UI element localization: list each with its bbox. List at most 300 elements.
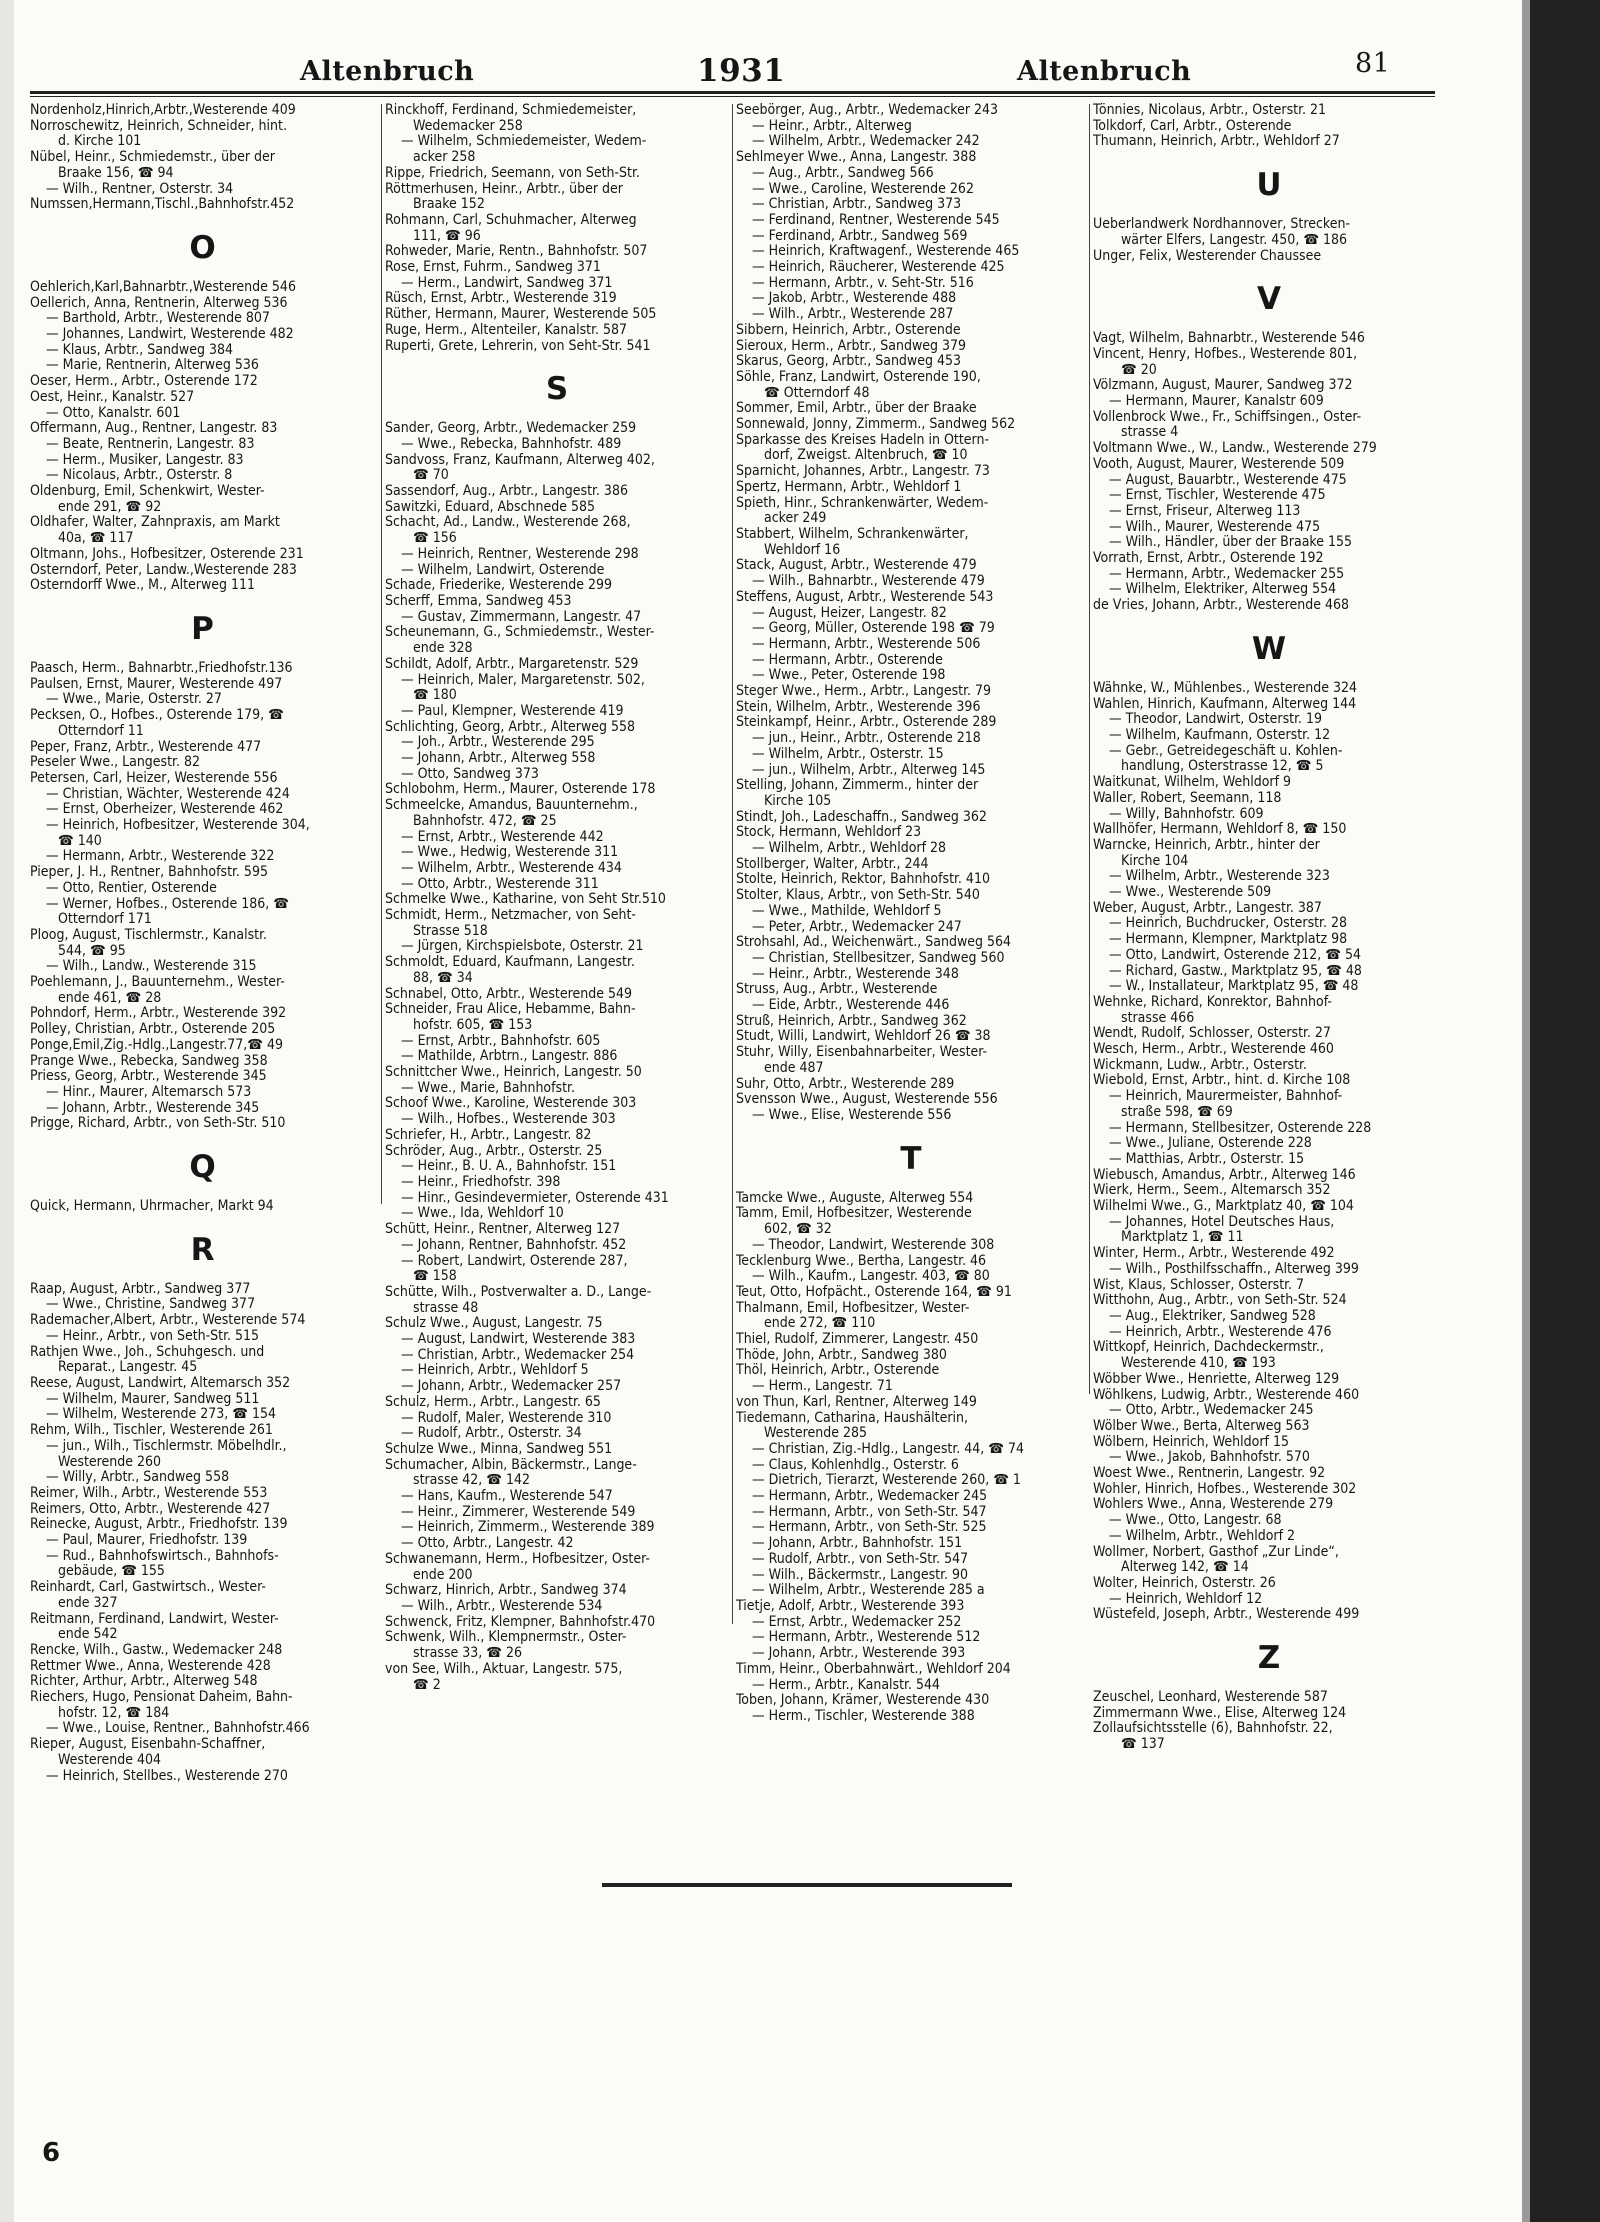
directory-entry: — Otto, Sandweg 373 — [401, 766, 539, 782]
running-head-right: Altenbruch — [1017, 56, 1192, 87]
directory-entry: Westerende 285 — [764, 1426, 868, 1442]
directory-entry: Stelling, Johann, Zimmerm., hinter der — [736, 778, 979, 794]
directory-entry: Reitmann, Ferdinand, Landwirt, Wester- — [30, 1611, 279, 1627]
directory-entry: — Ernst, Friseur, Alterweg 113 — [1109, 503, 1301, 519]
directory-entry: — Wilh., Händler, über der Braake 155 — [1109, 535, 1352, 551]
directory-entry: strasse 4 — [1121, 425, 1179, 441]
directory-entry: — Johann, Arbtr., Westerende 393 — [752, 1646, 966, 1662]
directory-entry: — Christian, Stellbesitzer, Sandweg 560 — [752, 950, 1005, 966]
directory-entry: — Heinrich, Buchdrucker, Osterstr. 28 — [1109, 916, 1347, 932]
directory-entry: — Heinr., Friedhofstr. 398 — [401, 1175, 561, 1190]
column-separator — [732, 104, 733, 1624]
directory-entry: Rieper, August, Eisenbahn-Schaffner, — [30, 1737, 266, 1753]
directory-entry: Wiebold, Ernst, Arbtr., hint. d. Kirche 108 — [1093, 1073, 1351, 1089]
directory-entry: handlung, Osterstrasse 12, ☎ 5 — [1121, 759, 1324, 775]
directory-entry: — Otto, Arbtr., Langestr. 42 — [401, 1536, 574, 1552]
signature-number: 6 — [42, 2138, 61, 2168]
directory-entry: — Heinr., B. U. A., Bahnhofstr. 151 — [401, 1159, 617, 1175]
directory-entry: Wierk, Herm., Seem., Altemarsch 352 — [1093, 1183, 1331, 1199]
directory-entry: ☎ 137 — [1121, 1737, 1165, 1753]
directory-entry: Alterweg 142, ☎ 14 — [1121, 1560, 1249, 1576]
directory-entry: — Wwe., Louise, Rentner., Bahnhofstr.466 — [46, 1721, 310, 1737]
directory-entry: — Wilh., Hofbes., Westerende 303 — [401, 1112, 616, 1128]
directory-entry: Schulz Wwe., August, Langestr. 75 — [385, 1316, 603, 1332]
running-head-left: Altenbruch — [300, 56, 475, 87]
directory-entry: Wesch, Herm., Arbtr., Westerende 460 — [1093, 1042, 1334, 1058]
directory-entry: 111, ☎ 96 — [413, 228, 481, 244]
directory-entry: Schmidt, Herm., Netzmacher, von Seht- — [385, 908, 636, 924]
directory-entry: acker 249 — [764, 511, 827, 527]
directory-entry: — Wilhelm, Arbtr., Wedemacker 242 — [752, 134, 980, 150]
directory-entry: — Hinr., Maurer, Altemarsch 573 — [46, 1084, 252, 1100]
directory-entry: — Gustav, Zimmermann, Langestr. 47 — [401, 609, 642, 625]
directory-entry: Marktplatz 1, ☎ 11 — [1121, 1230, 1244, 1246]
directory-entry: Spieth, Hinr., Schrankenwärter, Wedem- — [736, 495, 989, 511]
directory-entry: — Ernst, Arbtr., Westerende 442 — [401, 829, 604, 845]
directory-entry: Wilhelmi Wwe., G., Marktplatz 40, ☎ 104 — [1093, 1199, 1354, 1215]
directory-entry: Wahlen, Hinrich, Kaufmann, Alterweg 144 — [1093, 696, 1357, 712]
directory-entry: Westerende 410, ☎ 193 — [1121, 1356, 1276, 1372]
directory-entry: Skarus, Georg, Arbtr., Sandweg 453 — [736, 354, 962, 370]
directory-entry: Waller, Robert, Seemann, 118 — [1093, 790, 1282, 806]
directory-entry: — jun., Wilhelm, Arbtr., Alterweg 145 — [752, 762, 986, 778]
directory-entry: Schütte, Wilh., Postverwalter a. D., Lange- — [385, 1284, 652, 1300]
directory-entry: — Marie, Rentnerin, Alterweg 536 — [46, 358, 259, 374]
directory-entry: — Ferdinand, Rentner, Westerende 545 — [752, 212, 1000, 228]
directory-entry: Oldenburg, Emil, Schenkwirt, Wester- — [30, 484, 265, 500]
directory-entry: 88, ☎ 34 — [413, 970, 473, 986]
section-letter: W — [1251, 630, 1287, 667]
directory-column-4 — [1093, 103, 1445, 1753]
directory-entry: Rohweder, Marie, Rentn., Bahnhofstr. 507 — [385, 244, 648, 260]
directory-entry: — Herm., Tischler, Westerende 388 — [752, 1708, 975, 1724]
directory-entry: Reinecke, August, Arbtr., Friedhofstr. 139 — [30, 1517, 288, 1533]
directory-entry: — Wwe., Elise, Westerende 556 — [752, 1108, 952, 1123]
directory-entry: — Hermann, Arbtr., Westerende 512 — [752, 1630, 981, 1646]
directory-entry: ☎ 156 — [413, 531, 457, 547]
column-separator — [381, 104, 382, 1204]
directory-entry: Westerende 260 — [58, 1454, 162, 1470]
directory-entry: strasse 466 — [1121, 1010, 1195, 1026]
section-letter: P — [191, 610, 214, 647]
directory-entry: — Hermann, Arbtr., Wedemacker 255 — [1109, 566, 1345, 582]
directory-entry: Oest, Heinr., Kanalstr. 527 — [30, 389, 195, 405]
directory-entry: Wittkopf, Heinrich, Dachdeckermstr., — [1093, 1340, 1324, 1356]
directory-entry: Rencke, Wilh., Gastw., Wedemacker 248 — [30, 1642, 283, 1658]
directory-entry: — Christian, Arbtr., Sandweg 373 — [752, 197, 962, 213]
directory-entry: Thalmann, Emil, Hofbesitzer, Wester- — [736, 1300, 970, 1316]
directory-entry: Wüstefeld, Joseph, Arbtr., Westerende 499 — [1093, 1607, 1360, 1623]
directory-entry: — Hermann, Arbtr., v. Seht-Str. 516 — [752, 275, 974, 291]
section-letter: Q — [189, 1149, 216, 1186]
directory-entry: — Wwe., Juliane, Osterende 228 — [1109, 1136, 1312, 1152]
directory-entry: Witthohn, Aug., Arbtr., von Seth-Str. 524 — [1093, 1293, 1347, 1309]
directory-column-3 — [736, 103, 1086, 1725]
directory-entry: Oeser, Herm., Arbtr., Osterende 172 — [30, 374, 258, 390]
directory-entry: — Herm., Arbtr., Kanalstr. 544 — [752, 1677, 940, 1693]
directory-entry: Schade, Friederike, Westerende 299 — [385, 578, 613, 594]
directory-entry: — Theodor, Landwirt, Westerende 308 — [752, 1237, 995, 1253]
directory-entry: Paasch, Herm., Bahnarbtr.,Friedhofstr.136 — [30, 660, 293, 676]
directory-entry: — Willy, Arbtr., Sandweg 558 — [46, 1470, 230, 1486]
directory-entry: — Heinr., Arbtr., Alterweg — [752, 118, 912, 134]
left-page-edge — [0, 0, 14, 2222]
directory-entry: — Wilh., Arbtr., Westerende 287 — [752, 307, 954, 323]
directory-entry: — Wwe., Mathilde, Wehldorf 5 — [752, 903, 942, 919]
directory-entry: — Rud., Bahnhofswirtsch., Bahnhofs- — [46, 1548, 279, 1564]
directory-entry: Völzmann, August, Maurer, Sandweg 372 — [1093, 378, 1353, 394]
directory-entry: — Wwe., Hedwig, Westerende 311 — [401, 845, 619, 861]
directory-entry: Seebörger, Aug., Arbtr., Wedemacker 243 — [736, 103, 999, 118]
directory-entry: Stindt, Joh., Ladeschaffn., Sandweg 362 — [736, 809, 987, 825]
directory-entry: Waitkunat, Wilhelm, Wehldorf 9 — [1093, 775, 1292, 791]
directory-entry: — Barthold, Arbtr., Westerende 807 — [46, 311, 270, 327]
directory-entry: Schwenck, Fritz, Klempner, Bahnhofstr.470 — [385, 1614, 656, 1630]
directory-entry: — August, Heizer, Langestr. 82 — [752, 605, 947, 621]
directory-entry: — Hinr., Gesindevermieter, Osterende 431 — [401, 1190, 669, 1206]
directory-entry: — Mathilde, Arbtrn., Langestr. 886 — [401, 1049, 618, 1065]
directory-entry: Wöbber Wwe., Henriette, Alterweg 129 — [1093, 1371, 1340, 1387]
section-letter: Z — [1257, 1640, 1281, 1677]
section-letter: R — [190, 1231, 215, 1268]
directory-entry: — Wwe., Rebecka, Bahnhofstr. 489 — [401, 436, 622, 452]
directory-entry: — Johannes, Landwirt, Westerende 482 — [46, 327, 294, 343]
directory-entry: strasse 42, ☎ 142 — [413, 1473, 531, 1489]
directory-entry: — Wwe., Ida, Wehldorf 10 — [401, 1206, 564, 1222]
directory-entry: Ponge,Emil,Zig.-Hdlg.,Langestr.77,☎ 49 — [30, 1037, 283, 1053]
directory-entry: Wehldorf 16 — [764, 542, 841, 558]
directory-entry: Schlichting, Georg, Arbtr., Alterweg 558 — [385, 719, 636, 735]
directory-entry: — Hermann, Arbtr., von Seth-Str. 547 — [752, 1504, 987, 1520]
directory-entry: — Christian, Wächter, Westerende 424 — [46, 786, 290, 802]
directory-entry: — Wilhelm, Arbtr., Wehldorf 28 — [752, 841, 947, 857]
directory-entry: Schröder, Aug., Arbtr., Osterstr. 25 — [385, 1143, 603, 1159]
directory-entry: — Matthias, Arbtr., Osterstr. 15 — [1109, 1151, 1305, 1167]
directory-entry: — Johann, Arbtr., Bahnhofstr. 151 — [752, 1536, 963, 1552]
directory-entry: wärter Elfers, Langestr. 450, ☎ 186 — [1121, 232, 1348, 248]
directory-entry: Rose, Ernst, Fuhrm., Sandweg 371 — [385, 260, 601, 276]
directory-entry: — Herm., Landwirt, Sandweg 371 — [401, 275, 613, 291]
directory-entry: Rettmer Wwe., Anna, Westerende 428 — [30, 1658, 271, 1674]
directory-entry: — Jürgen, Kirchspielsbote, Osterstr. 21 — [401, 939, 644, 955]
directory-entry: Sibbern, Heinrich, Arbtr., Osterende — [736, 322, 961, 338]
directory-entry: — Johannes, Hotel Deutsches Haus, — [1109, 1214, 1335, 1230]
directory-entry: Rehm, Wilh., Tischler, Westerende 261 — [30, 1423, 273, 1439]
right-scan-border — [1530, 0, 1600, 2222]
directory-entry: — Klaus, Arbtr., Sandweg 384 — [46, 342, 234, 358]
directory-entry: — Theodor, Landwirt, Osterstr. 19 — [1109, 712, 1322, 728]
directory-entry: Söhle, Franz, Landwirt, Osterende 190, — [736, 369, 981, 385]
directory-entry: Pieper, J. H., Rentner, Bahnhofstr. 595 — [30, 865, 268, 881]
directory-entry: — Wwe., Christine, Sandweg 377 — [46, 1297, 256, 1313]
directory-entry: Röttmerhusen, Heinr., Arbtr., über der — [385, 181, 623, 197]
section-letter: O — [189, 229, 216, 266]
directory-entry: Thumann, Heinrich, Arbtr., Wehldorf 27 — [1093, 134, 1340, 150]
directory-entry: Wist, Klaus, Schlosser, Osterstr. 7 — [1093, 1277, 1305, 1293]
directory-entry: — Otto, Rentier, Osterende — [46, 880, 217, 896]
directory-entry: Zeuschel, Leonhard, Westerende 587 — [1093, 1690, 1328, 1706]
section-letter: T — [900, 1140, 922, 1177]
directory-entry: Suhr, Otto, Arbtr., Westerende 289 — [736, 1076, 955, 1092]
directory-entry: Priess, Georg, Arbtr., Westerende 345 — [30, 1069, 267, 1085]
directory-entry: — Wilhelm, Schmiedemeister, Wedem- — [401, 134, 647, 150]
directory-entry: — Otto, Arbtr., Westerende 311 — [401, 876, 599, 892]
directory-entry: ☎ 180 — [413, 688, 457, 704]
directory-entry: — Wilh., Rentner, Osterstr. 34 — [46, 181, 234, 197]
directory-entry: — Wilhelm, Landwirt, Osterende — [401, 562, 605, 578]
directory-entry: Strohsahl, Ad., Weichenwärt., Sandweg 564 — [736, 935, 1012, 951]
directory-entry: Teut, Otto, Hofpächt., Osterende 164, ☎ 91 — [736, 1284, 1012, 1300]
directory-entry: — Christian, Arbtr., Wedemacker 254 — [401, 1347, 635, 1363]
directory-entry: — Wilhelm, Arbtr., Osterstr. 15 — [752, 746, 944, 762]
directory-entry: Schwenk, Wilh., Klempnermstr., Oster- — [385, 1630, 627, 1646]
directory-entry: Wehnke, Richard, Konrektor, Bahnhof- — [1093, 994, 1332, 1010]
directory-entry: Prange Wwe., Rebecka, Sandweg 358 — [30, 1053, 268, 1069]
directory-entry: — Eide, Arbtr., Westerende 446 — [752, 998, 950, 1014]
directory-entry: Westerende 404 — [58, 1752, 162, 1768]
directory-entry: — Wilh., Bäckermstr., Langestr. 90 — [752, 1567, 969, 1583]
directory-entry: Braake 156, ☎ 94 — [58, 165, 174, 181]
directory-entry: Oehlerich,Karl,Bahnarbtr.,Westerende 546 — [30, 279, 296, 295]
directory-entry: Oltmann, Johs., Hofbesitzer, Osterende 231 — [30, 546, 304, 562]
directory-entry: — Hans, Kaufm., Westerende 547 — [401, 1489, 613, 1505]
directory-entry: — Wilhelm, Kaufmann, Osterstr. 12 — [1109, 727, 1331, 743]
directory-entry: Rademacher,Albert, Arbtr., Westerende 574 — [30, 1313, 306, 1329]
directory-entry: Schildt, Adolf, Arbtr., Margaretenstr. 529 — [385, 656, 639, 672]
directory-entry: Steffens, August, Arbtr., Westerende 543 — [736, 589, 994, 605]
directory-entry: — August, Bauarbtr., Westerende 475 — [1109, 472, 1347, 488]
directory-entry: Thöl, Heinrich, Arbtr., Osterende — [736, 1363, 940, 1379]
directory-entry: Vooth, August, Maurer, Westerende 509 — [1093, 456, 1345, 472]
directory-entry: Wöhlkens, Ludwig, Arbtr., Westerende 460 — [1093, 1387, 1360, 1403]
directory-entry: Weber, August, Arbtr., Langestr. 387 — [1093, 900, 1322, 916]
directory-entry: Oldhafer, Walter, Zahnpraxis, am Markt — [30, 515, 280, 531]
directory-entry: — Christian, Zig.-Hdlg., Langestr. 44, ☎ 74 — [752, 1441, 1024, 1457]
directory-entry: — Heinr., Arbtr., von Seth-Str. 515 — [46, 1328, 260, 1344]
directory-entry: Stein, Wilhelm, Arbtr., Westerende 396 — [736, 699, 981, 715]
directory-entry: Norroschewitz, Heinrich, Schneider, hint. — [30, 118, 287, 134]
directory-entry: Struss, Aug., Arbtr., Westerende — [736, 982, 938, 998]
directory-entry: — Wilhelm, Arbtr., Westerende 323 — [1109, 869, 1330, 885]
directory-entry: Sommer, Emil, Arbtr., über der Braake — [736, 401, 977, 417]
directory-entry: — Heinr., Arbtr., Westerende 348 — [752, 966, 959, 982]
directory-entry: Rinckhoff, Ferdinand, Schmiedemeister, — [385, 103, 637, 118]
directory-entry: ende 487 — [764, 1060, 824, 1076]
directory-entry: gebäude, ☎ 155 — [58, 1564, 165, 1580]
directory-entry: Voltmann Wwe., W., Landw., Westerende 279 — [1093, 441, 1377, 457]
directory-entry: — Johann, Arbtr., Alterweg 558 — [401, 751, 596, 767]
directory-entry: Rippe, Friedrich, Seemann, von Seth-Str. — [385, 165, 640, 181]
directory-entry: Vagt, Wilhelm, Bahnarbtr., Westerende 546 — [1093, 331, 1365, 347]
directory-entry: ☎ 158 — [413, 1269, 457, 1285]
directory-entry: strasse 48 — [413, 1300, 479, 1316]
directory-entry: Stabbert, Wilhelm, Schrankenwärter, — [736, 526, 969, 542]
directory-entry: — Wilh., Posthilfsschaffn., Alterweg 399 — [1109, 1261, 1359, 1277]
directory-entry: Wollmer, Norbert, Gasthof „Zur Linde“, — [1093, 1544, 1339, 1560]
directory-entry: Reinhardt, Carl, Gastwirtsch., Wester- — [30, 1580, 266, 1596]
page-number: 81 — [1355, 48, 1391, 79]
directory-entry: — Ernst, Arbtr., Bahnhofstr. 605 — [401, 1033, 601, 1049]
directory-entry: Peper, Franz, Arbtr., Westerende 477 — [30, 739, 262, 755]
directory-entry: Wohlers Wwe., Anna, Westerende 279 — [1093, 1497, 1334, 1513]
directory-entry: Stolter, Klaus, Arbtr., von Seth-Str. 540 — [736, 888, 980, 904]
directory-entry: Braake 152 — [413, 197, 485, 213]
directory-entry: Unger, Felix, Westerender Chaussee — [1093, 248, 1322, 264]
directory-entry: Poehlemann, J., Bauunternehm., Wester- — [30, 975, 285, 991]
directory-entry: Tecklenburg Wwe., Bertha, Langestr. 46 — [736, 1253, 987, 1269]
directory-entry: Wölbern, Heinrich, Wehldorf 15 — [1093, 1434, 1289, 1450]
directory-entry: Tiedemann, Catharina, Haushälterin, — [736, 1410, 969, 1426]
directory-column-2 — [385, 103, 729, 1693]
end-rule — [602, 1883, 1012, 1887]
directory-entry: ende 291, ☎ 92 — [58, 499, 162, 515]
directory-entry: — Wilh., Bahnarbtr., Westerende 479 — [752, 574, 985, 590]
directory-entry: Paulsen, Ernst, Maurer, Westerende 497 — [30, 676, 283, 692]
directory-entry: Wendt, Rudolf, Schlosser, Osterstr. 27 — [1093, 1026, 1331, 1042]
directory-entry: — Wwe., Marie, Bahnhofstr. — [401, 1080, 575, 1096]
directory-entry: Schnittcher Wwe., Heinrich, Langestr. 50 — [385, 1065, 642, 1081]
directory-entry: — Heinrich, Räucherer, Westerende 425 — [752, 260, 1005, 276]
directory-entry: Rohmann, Carl, Schuhmacher, Alterweg — [385, 212, 637, 228]
directory-entry: Stollberger, Walter, Arbtr., 244 — [736, 856, 929, 872]
directory-entry: Wohler, Hinrich, Hofbes., Westerende 302 — [1093, 1481, 1357, 1497]
directory-entry: Prigge, Richard, Arbtr., von Seth-Str. 510 — [30, 1116, 286, 1132]
directory-entry: acker 258 — [413, 150, 476, 166]
directory-entry: — Aug., Elektriker, Sandweg 528 — [1109, 1309, 1316, 1324]
directory-entry: — Werner, Hofbes., Osterende 186, ☎ — [46, 896, 289, 912]
directory-entry: Scheunemann, G., Schmiedemstr., Wester- — [385, 625, 655, 641]
directory-entry: 40a, ☎ 117 — [58, 531, 134, 547]
directory-entry: Schulze Wwe., Minna, Sandweg 551 — [385, 1441, 613, 1457]
directory-entry: Bahnhofstr. 472, ☎ 25 — [413, 813, 557, 829]
directory-column-1 — [30, 103, 375, 1784]
directory-entry: Reimers, Otto, Arbtr., Westerende 427 — [30, 1501, 271, 1517]
directory-entry: Pecksen, O., Hofbes., Osterende 179, ☎ — [30, 708, 284, 724]
directory-entry: Woest Wwe., Rentnerin, Langestr. 92 — [1093, 1466, 1326, 1482]
directory-entry: Wickmann, Ludw., Arbtr., Osterstr. — [1093, 1057, 1307, 1073]
directory-entry: — Johann, Rentner, Bahnhofstr. 452 — [401, 1237, 627, 1253]
directory-entry: Warncke, Heinrich, Arbtr., hinter der — [1093, 837, 1320, 853]
directory-entry: — Hermann, Klempner, Marktplatz 98 — [1109, 932, 1348, 948]
directory-entry: Tamm, Emil, Hofbesitzer, Westerende — [736, 1206, 972, 1222]
directory-entry: ende 461, ☎ 28 — [58, 990, 162, 1006]
directory-entry: d. Kirche 101 — [58, 134, 142, 150]
directory-entry: — Paul, Klempner, Westerende 419 — [401, 703, 624, 719]
directory-entry: de Vries, Johann, Arbtr., Westerende 468 — [1093, 598, 1350, 614]
directory-entry: — Rudolf, Arbtr., Osterstr. 34 — [401, 1426, 582, 1442]
directory-entry: Sieroux, Herm., Arbtr., Sandweg 379 — [736, 338, 967, 354]
section-letter: V — [1257, 281, 1281, 318]
directory-entry: Schmoldt, Eduard, Kaufmann, Langestr. — [385, 955, 635, 971]
directory-entry: — Wilhelm, Arbtr., Westerende 434 — [401, 860, 622, 876]
directory-entry: Schacht, Ad., Landw., Westerende 268, — [385, 515, 631, 531]
directory-entry: straße 598, ☎ 69 — [1121, 1104, 1233, 1120]
directory-entry: Sander, Georg, Arbtr., Wedemacker 259 — [385, 421, 637, 437]
directory-entry: Petersen, Carl, Heizer, Westerende 556 — [30, 770, 278, 786]
directory-entry: ende 542 — [58, 1627, 118, 1643]
directory-entry: Schoof Wwe., Karoline, Westerende 303 — [385, 1096, 637, 1112]
directory-entry: Stack, August, Arbtr., Westerende 479 — [736, 558, 977, 574]
directory-entry: Toben, Johann, Krämer, Westerende 430 — [736, 1693, 990, 1709]
directory-entry: Wiebusch, Amandus, Arbtr., Alterweg 146 — [1093, 1167, 1356, 1183]
directory-entry: Nordenholz,Hinrich,Arbtr.,Westerende 409 — [30, 103, 296, 118]
directory-entry: Stolte, Heinrich, Rektor, Bahnhofstr. 410 — [736, 872, 990, 888]
directory-entry: Nübel, Heinr., Schmiedemstr., über der — [30, 150, 275, 166]
directory-entry: — Hermann, Arbtr., Westerende 506 — [752, 636, 981, 652]
directory-entry: — Wwe., Jakob, Bahnhofstr. 570 — [1109, 1450, 1310, 1466]
directory-entry: — Rudolf, Maler, Westerende 310 — [401, 1410, 612, 1426]
running-head-year: 1931 — [697, 53, 786, 89]
right-page-shadow — [1522, 0, 1530, 2222]
directory-entry: ☎ 20 — [1121, 362, 1157, 378]
directory-entry: Schütt, Heinr., Rentner, Alterweg 127 — [385, 1222, 621, 1238]
directory-entry: — August, Landwirt, Westerende 383 — [401, 1332, 636, 1348]
directory-entry: Winter, Herm., Arbtr., Westerende 492 — [1093, 1246, 1335, 1262]
directory-entry: Stock, Hermann, Wehldorf 23 — [736, 825, 922, 841]
directory-entry: — Heinrich, Arbtr., Wehldorf 5 — [401, 1363, 589, 1379]
directory-entry: dorf, Zweigst. Altenbruch, ☎ 10 — [764, 448, 968, 464]
directory-entry: ☎ 70 — [413, 468, 449, 484]
directory-entry: Zollaufsichtsstelle (6), Bahnhofstr. 22, — [1093, 1721, 1333, 1737]
directory-entry: — Otto, Landwirt, Osterende 212, ☎ 54 — [1109, 947, 1361, 963]
directory-entry: Wölber Wwe., Berta, Alterweg 563 — [1093, 1418, 1310, 1434]
directory-entry: Kirche 104 — [1121, 853, 1189, 869]
directory-entry: — Otto, Kanalstr. 601 — [46, 405, 181, 421]
directory-entry: Schmeelcke, Amandus, Bauunternehm., — [385, 798, 638, 814]
directory-entry: — Wilh., Kaufm., Langestr. 403, ☎ 80 — [752, 1269, 990, 1285]
directory-entry: Rüther, Hermann, Maurer, Westerende 505 — [385, 307, 657, 323]
directory-entry: Ruge, Herm., Altenteiler, Kanalstr. 587 — [385, 322, 628, 338]
directory-entry: Schwanemann, Herm., Hofbesitzer, Oster- — [385, 1551, 650, 1567]
directory-entry: Ploog, August, Tischlermstr., Kanalstr. — [30, 927, 267, 943]
directory-entry: hofstr. 12, ☎ 184 — [58, 1705, 170, 1721]
directory-entry: — Wilh., Arbtr., Westerende 534 — [401, 1598, 603, 1614]
directory-entry: — Wilhelm, Arbtr., Westerende 285 a — [752, 1583, 985, 1599]
directory-entry: — Beate, Rentnerin, Langestr. 83 — [46, 436, 255, 452]
directory-entry: — Wwe., Otto, Langestr. 68 — [1109, 1513, 1282, 1529]
directory-entry: Studt, Willi, Landwirt, Wehldorf 26 ☎ 38 — [736, 1029, 991, 1045]
directory-entry: Kirche 105 — [764, 793, 832, 809]
directory-entry: — Heinrich, Maurermeister, Bahnhof- — [1109, 1089, 1343, 1105]
directory-entry: — Jakob, Arbtr., Westerende 488 — [752, 291, 957, 307]
directory-entry: — Peter, Arbtr., Wedemacker 247 — [752, 919, 962, 935]
directory-entry: — Robert, Landwirt, Osterende 287, — [401, 1253, 628, 1269]
directory-entry: Schneider, Frau Alice, Hebamme, Bahn- — [385, 1002, 636, 1018]
section-letter: S — [545, 371, 569, 408]
directory-entry: — Wwe., Peter, Osterende 198 — [752, 668, 946, 684]
directory-entry: — Hermann, Maurer, Kanalstr 609 — [1109, 394, 1324, 410]
directory-entry: — Heinrich, Rentner, Westerende 298 — [401, 546, 639, 562]
directory-entry: — Hermann, Arbtr., Wedemacker 245 — [752, 1489, 988, 1505]
directory-entry: Sandvoss, Franz, Kaufmann, Alterweg 402, — [385, 452, 655, 468]
directory-entry: Wedemacker 258 — [413, 118, 523, 134]
directory-entry: Quick, Hermann, Uhrmacher, Markt 94 — [30, 1199, 274, 1215]
directory-entry: Scherff, Emma, Sandweg 453 — [385, 593, 572, 609]
directory-entry: Schulz, Herm., Arbtr., Langestr. 65 — [385, 1394, 601, 1410]
directory-entry: Timm, Heinr., Oberbahnwärt., Wehldorf 204 — [736, 1661, 1011, 1677]
directory-entry: 602, ☎ 32 — [764, 1222, 832, 1238]
directory-entry: Sehlmeyer Wwe., Anna, Langestr. 388 — [736, 150, 977, 166]
directory-entry: — Otto, Arbtr., Wedemacker 245 — [1109, 1403, 1314, 1419]
directory-entry: Oellerich, Anna, Rentnerin, Alterweg 536 — [30, 295, 288, 311]
directory-entry: ☎ 140 — [58, 833, 102, 849]
directory-entry: — Johann, Arbtr., Wedemacker 257 — [401, 1379, 622, 1395]
directory-entry: Osterndorff Wwe., M., Alterweg 111 — [30, 578, 256, 594]
directory-entry: — Wwe., Westerende 509 — [1109, 885, 1272, 901]
directory-entry: — Nicolaus, Arbtr., Osterstr. 8 — [46, 468, 233, 484]
directory-entry: — jun., Heinr., Arbtr., Osterende 218 — [752, 731, 981, 747]
directory-entry: Schmelke Wwe., Katharine, von Seht Str.510 — [385, 892, 666, 908]
